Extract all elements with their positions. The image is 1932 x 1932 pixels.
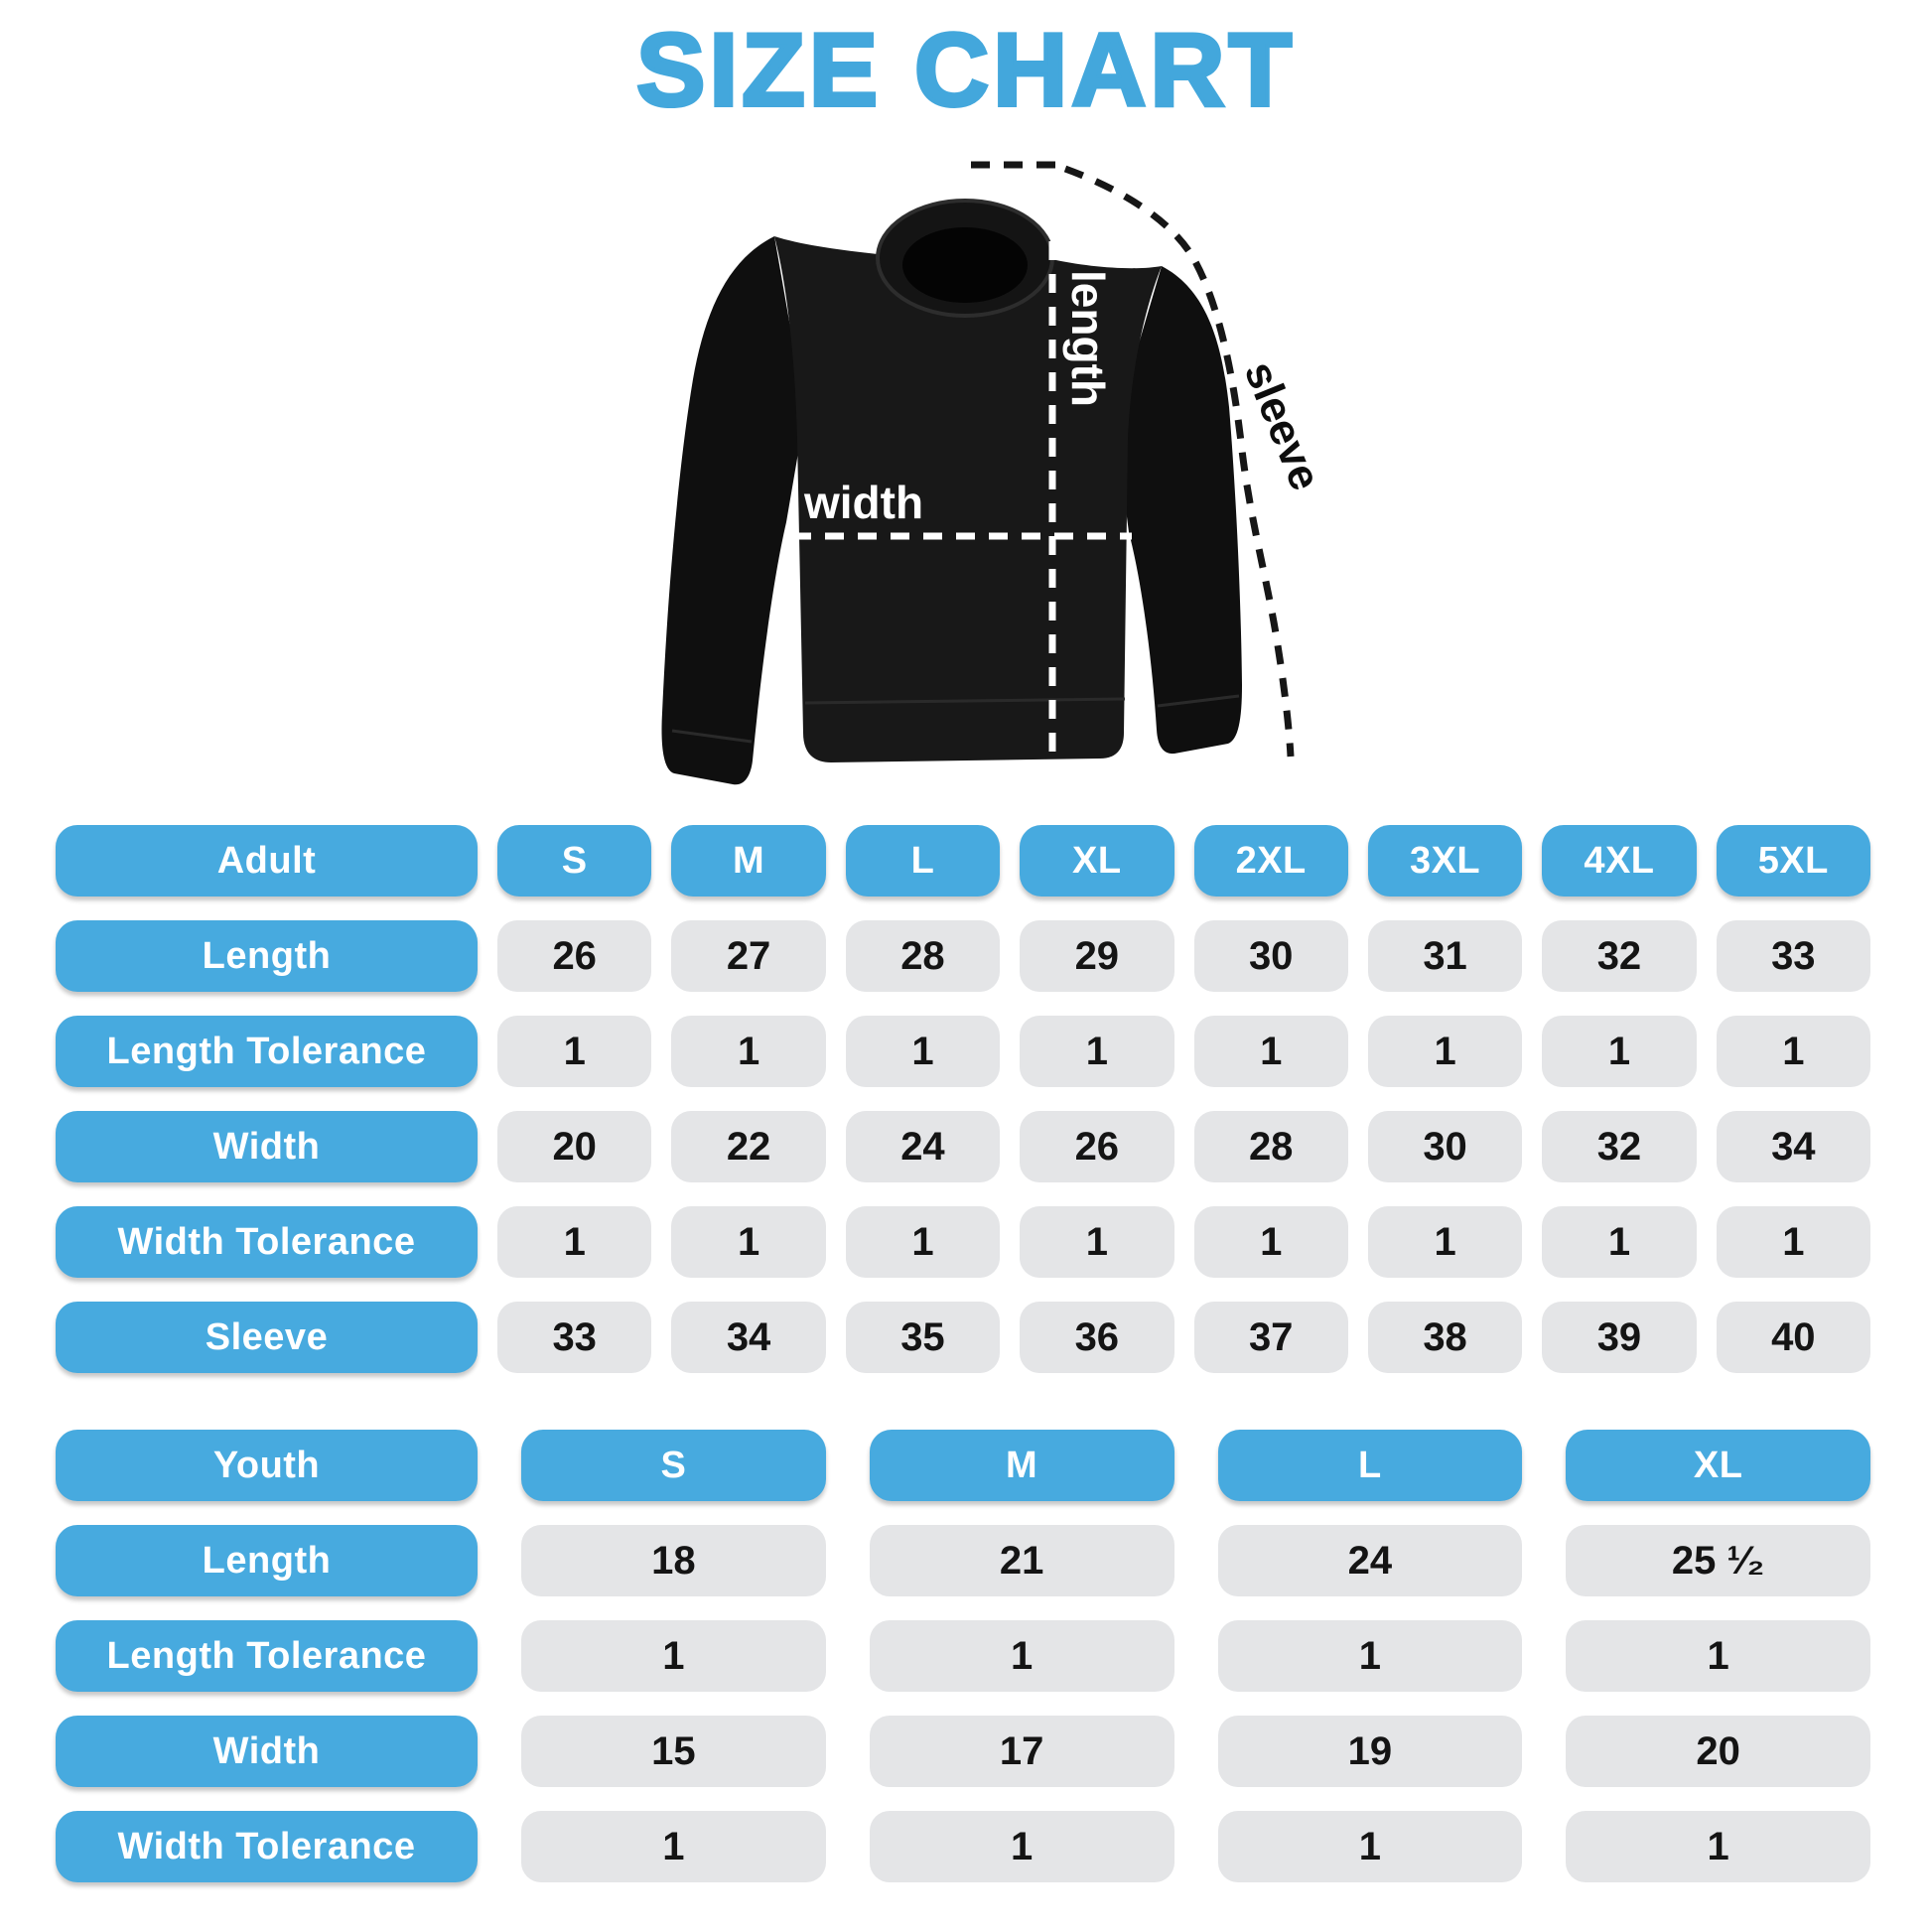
row-label-cell: Length Tolerance	[56, 1620, 478, 1692]
sleeve-measure-label: sleeve	[1234, 354, 1330, 497]
row-label-cell: Length	[56, 920, 478, 992]
size-header-cell: XL	[1020, 825, 1173, 897]
value-cell: 1	[671, 1016, 825, 1087]
value-cell: 20	[1566, 1716, 1870, 1787]
value-cell: 1	[497, 1206, 651, 1278]
value-cell: 1	[1218, 1620, 1523, 1692]
value-cell: 22	[671, 1111, 825, 1182]
value-cell: 39	[1542, 1302, 1696, 1373]
sweatshirt-diagram	[477, 109, 1350, 804]
value-cell: 32	[1542, 1111, 1696, 1182]
value-cell: 1	[1542, 1016, 1696, 1087]
value-cell: 1	[1717, 1206, 1870, 1278]
row-label-cell: Width	[56, 1716, 478, 1787]
size-header-cell: 4XL	[1542, 825, 1696, 897]
value-cell: 28	[1194, 1111, 1348, 1182]
row-label-cell: Length Tolerance	[56, 1016, 478, 1087]
value-cell: 30	[1194, 920, 1348, 992]
value-cell: 18	[521, 1525, 826, 1596]
value-cell: 1	[521, 1620, 826, 1692]
size-header-cell: S	[497, 825, 651, 897]
value-cell: 25 ¹⁄₂	[1566, 1525, 1870, 1596]
value-cell: 32	[1542, 920, 1696, 992]
value-cell: 34	[671, 1302, 825, 1373]
value-cell: 33	[497, 1302, 651, 1373]
row-label-cell: Length	[56, 1525, 478, 1596]
value-cell: 1	[870, 1811, 1174, 1882]
value-cell: 1	[1194, 1206, 1348, 1278]
value-cell: 30	[1368, 1111, 1522, 1182]
value-cell: 24	[846, 1111, 1000, 1182]
value-cell: 33	[1717, 920, 1870, 992]
row-label-cell: Width Tolerance	[56, 1811, 478, 1882]
table-title-cell: Adult	[56, 825, 478, 897]
size-header-cell: M	[671, 825, 825, 897]
size-header-cell: L	[846, 825, 1000, 897]
size-header-cell: 5XL	[1717, 825, 1870, 897]
value-cell: 34	[1717, 1111, 1870, 1182]
value-cell: 28	[846, 920, 1000, 992]
value-cell: 1	[1020, 1206, 1173, 1278]
size-header-cell: S	[521, 1430, 826, 1501]
width-measure-label: width	[804, 477, 924, 528]
value-cell: 1	[1020, 1016, 1173, 1087]
value-cell: 1	[1566, 1811, 1870, 1882]
size-header-cell: M	[870, 1430, 1174, 1501]
value-cell: 27	[671, 920, 825, 992]
length-measure-label: length	[1062, 270, 1114, 407]
row-label-cell: Width	[56, 1111, 478, 1182]
value-cell: 1	[671, 1206, 825, 1278]
adult-size-table	[56, 825, 1870, 1373]
row-label-cell: Width Tolerance	[56, 1206, 478, 1278]
sweatshirt-left-sleeve	[662, 236, 806, 784]
value-cell: 1	[846, 1206, 1000, 1278]
value-cell: 1	[1368, 1016, 1522, 1087]
value-cell: 20	[497, 1111, 651, 1182]
value-cell: 26	[497, 920, 651, 992]
value-cell: 36	[1020, 1302, 1173, 1373]
page-title: SIZE CHART	[636, 13, 1296, 128]
value-cell: 1	[1542, 1206, 1696, 1278]
value-cell: 1	[1368, 1206, 1522, 1278]
youth-size-table	[56, 1430, 1870, 1882]
value-cell: 31	[1368, 920, 1522, 992]
value-cell: 21	[870, 1525, 1174, 1596]
value-cell: 15	[521, 1716, 826, 1787]
value-cell: 35	[846, 1302, 1000, 1373]
row-label-cell: Sleeve	[56, 1302, 478, 1373]
value-cell: 40	[1717, 1302, 1870, 1373]
sweatshirt-illustration	[477, 109, 1350, 804]
value-cell: 19	[1218, 1716, 1523, 1787]
value-cell: 24	[1218, 1525, 1523, 1596]
value-cell: 1	[1194, 1016, 1348, 1087]
value-cell: 29	[1020, 920, 1173, 992]
value-cell: 1	[870, 1620, 1174, 1692]
table-title-cell: Youth	[56, 1430, 478, 1501]
value-cell: 38	[1368, 1302, 1522, 1373]
value-cell: 26	[1020, 1111, 1173, 1182]
value-cell: 37	[1194, 1302, 1348, 1373]
size-header-cell: 3XL	[1368, 825, 1522, 897]
value-cell: 1	[1717, 1016, 1870, 1087]
collar-opening	[902, 227, 1028, 303]
value-cell: 1	[1566, 1620, 1870, 1692]
value-cell: 1	[1218, 1811, 1523, 1882]
value-cell: 1	[521, 1811, 826, 1882]
value-cell: 1	[497, 1016, 651, 1087]
size-header-cell: XL	[1566, 1430, 1870, 1501]
value-cell: 17	[870, 1716, 1174, 1787]
size-header-cell: 2XL	[1194, 825, 1348, 897]
value-cell: 1	[846, 1016, 1000, 1087]
size-header-cell: L	[1218, 1430, 1523, 1501]
